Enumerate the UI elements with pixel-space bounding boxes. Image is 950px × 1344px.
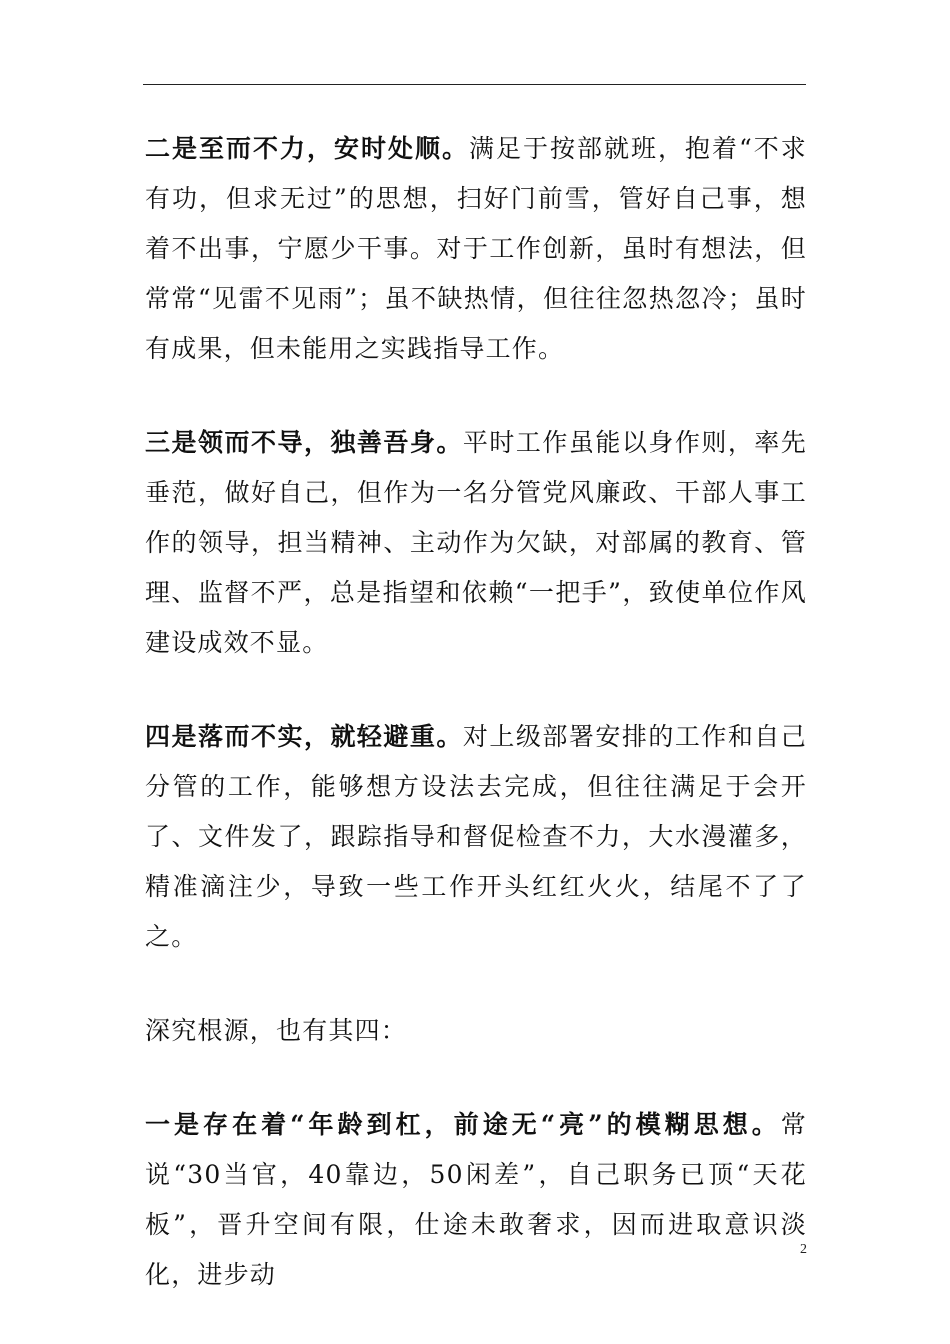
paragraph-root-1 xyxy=(145,1100,807,1300)
header-rule xyxy=(143,84,806,85)
paragraph-text: 对上级部署安排的工作和自己分管的工作，能够想方设法去完成，但往往满足于会开了、文件发了，跟踪指导和督促检查不力，大水漫灌多，精准滴注少，导致一些工作开头红红火火，结尾不了了之。 xyxy=(145,722,807,951)
paragraph-4 xyxy=(145,712,807,962)
paragraph-lead: 二是至而不力，安时处顺。 xyxy=(145,134,470,163)
paragraph-lead: 一是存在着“年龄到杠，前途无“亮”的模糊思想。 xyxy=(145,1110,781,1139)
body-text xyxy=(145,124,807,1300)
paragraph-text: 常说“30当官，40靠边，50闲差”，自己职务已顶“天花板”，晋升空间有限，仕途未敢奢求，因而进取意识淡化，进步动 xyxy=(145,1110,807,1289)
paragraph-3 xyxy=(145,418,807,668)
paragraph-lead: 四是落而不实，就轻避重。 xyxy=(145,722,463,751)
paragraph-text: 平时工作虽能以身作则，率先垂范，做好自己，但作为一名分管党风廉政、干部人事工作的领导，担当精神、主动作为欠缺，对部属的教育、管理、监督不严，总是指望和依赖“一把手”，致使单位作风建设成效不显。 xyxy=(145,428,807,657)
paragraph-text: 满足于按部就班，抱着“不求有功，但求无过”的思想，扫好门前雪，管好自己事，想着不出事，宁愿少干事。对于工作创新，虽时有想法，但常常“见雷不见雨”；虽不缺热情，但往往忽热忽冷；虽时有成果，但未能用之实践指导工作。 xyxy=(145,134,807,363)
paragraph-text: 深究根源，也有其四： xyxy=(145,1016,408,1045)
paragraph-roots-intro xyxy=(145,1006,807,1056)
paragraph-lead: 三是领而不导，独善吾身。 xyxy=(145,428,463,457)
paragraph-2 xyxy=(145,124,807,374)
page-number: 2 xyxy=(800,1242,807,1257)
